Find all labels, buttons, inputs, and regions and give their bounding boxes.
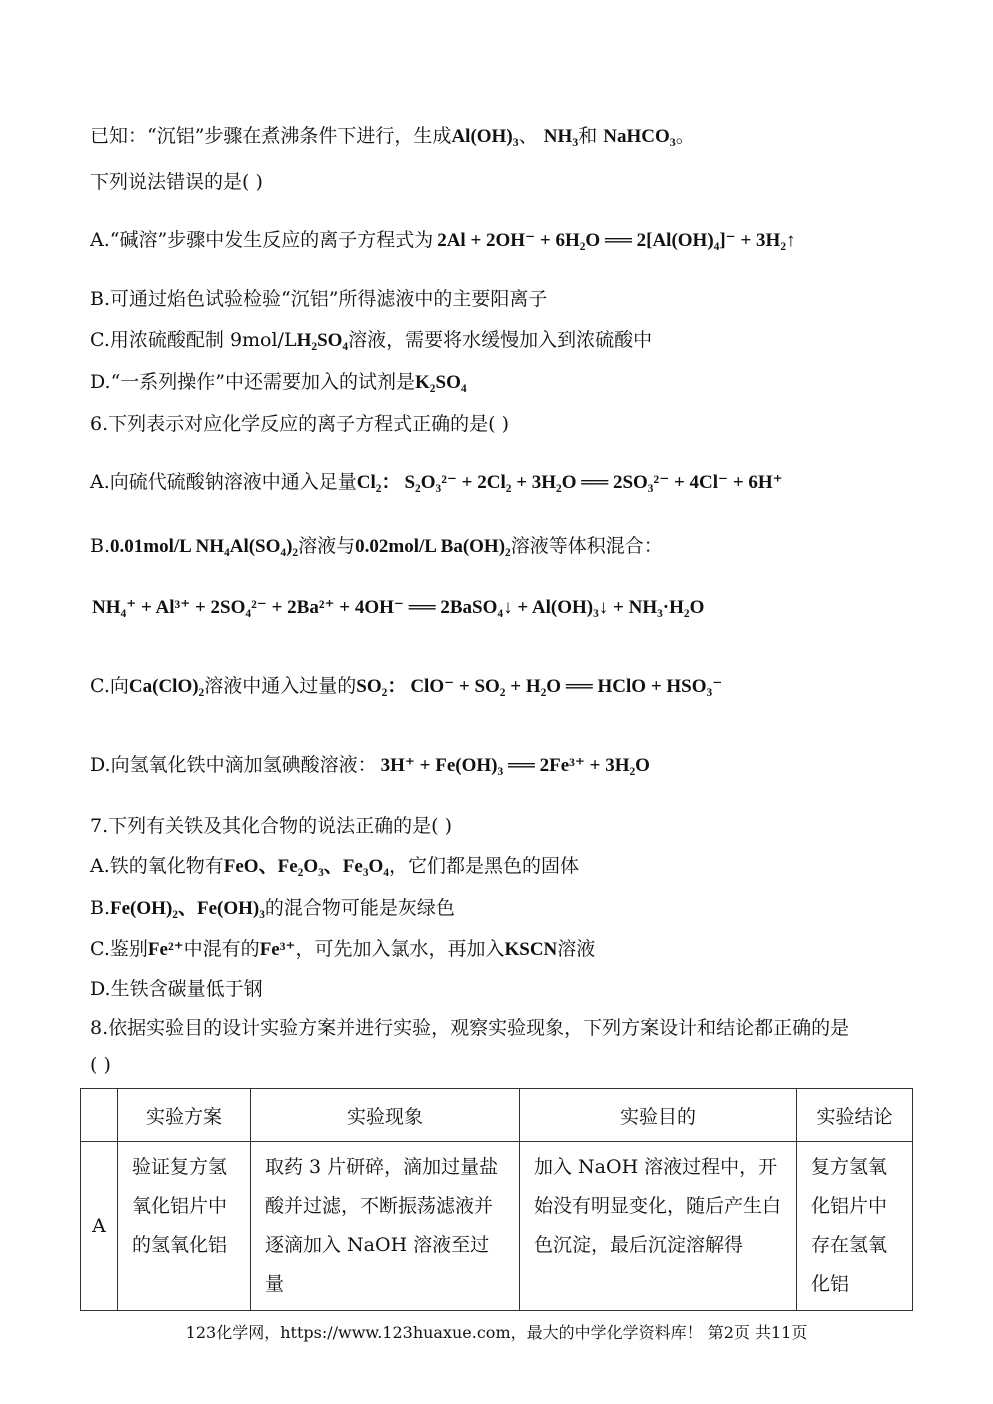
q6-option-b-equation bbox=[92, 593, 704, 622]
option-text: A.铁的氧化物有 bbox=[90, 855, 224, 877]
cell-purpose: 加入 NaOH 溶液过程中，开始没有明显变化，随后产生白色沉淀，最后沉淀溶解得 bbox=[520, 1142, 797, 1311]
option-text: 溶液中通入过量的 bbox=[204, 675, 357, 697]
option-text: 中混有的 bbox=[183, 938, 260, 960]
q8-paren: ( ) bbox=[90, 1054, 111, 1076]
q7-option-d: D.生铁含碳量低于钢 bbox=[90, 978, 263, 1000]
q8-stem: 8.依据实验目的设计实验方案并进行实验，观察实验现象，下列方案设计和结论都正确的是 bbox=[90, 1017, 850, 1039]
q7-option-b bbox=[90, 894, 455, 923]
option-text: C.鉴别 bbox=[90, 938, 148, 960]
q6-option-d bbox=[90, 751, 654, 780]
ionic-equation: 2Al + 2OH⁻ + 6H₂O ══ 2[Al(OH)₄]⁻ + 3H₂↑ bbox=[437, 230, 796, 251]
option-text: 溶液等体积混合： bbox=[510, 535, 663, 557]
given-line bbox=[90, 122, 695, 156]
q6-option-a bbox=[90, 468, 787, 497]
option-text: 溶液 bbox=[557, 938, 596, 960]
header-plan: 实验方案 bbox=[118, 1089, 251, 1142]
formula-iron-oxides: FeO、Fe₂O₃、Fe₃O₄ bbox=[223, 856, 390, 877]
conjunction: 和 bbox=[578, 125, 598, 147]
ionic-equation: 3H⁺ + Fe(OH)₃ ══ 2Fe³⁺ + 3H₂O bbox=[380, 755, 650, 776]
option-text: C.用浓硫酸配制 9mol/L bbox=[90, 329, 297, 351]
option-text: B. bbox=[90, 535, 111, 557]
q5-option-d bbox=[90, 368, 467, 397]
formula-nahco3: NaHCO$_3$ bbox=[603, 126, 676, 149]
q6-option-c bbox=[90, 672, 726, 701]
formula-fe2-ion: Fe²⁺ bbox=[147, 939, 184, 960]
cell-plan: 验证复方氢氧化铝片中的氢氧化铝 bbox=[118, 1142, 251, 1311]
ionic-equation: NH₄⁺ + Al³⁺ + 2SO₄²⁻ + 2Ba²⁺ + 4OH⁻ ══ 2BaSO₄↓ + Al(OH)₃↓ + NH₃·H₂O bbox=[92, 597, 705, 618]
cell-phenomenon: 取药 3 片研碎，滴加过量盐酸并过滤，不断振荡滤液并逐滴加入 NaOH 溶液至过量 bbox=[251, 1142, 520, 1311]
option-text: ，它们都是黑色的固体 bbox=[389, 855, 580, 877]
q5-option-c bbox=[90, 326, 652, 355]
q6-option-b bbox=[90, 532, 663, 561]
q7-stem: 7.下列有关铁及其化合物的说法正确的是( ) bbox=[90, 815, 452, 837]
formula-nh4al-so4-2: 0.01mol/L NH₄Al(SO₄)₂ bbox=[110, 536, 299, 557]
table-header-row bbox=[81, 1089, 913, 1142]
formula-fe3-ion: Fe³⁺ bbox=[259, 939, 296, 960]
table-row bbox=[81, 1142, 913, 1311]
formula-al-oh-3: $Al(OH)_3$ bbox=[451, 126, 519, 149]
given-text: 已知：“沉铝”步骤在煮沸条件下进行，生成 bbox=[90, 125, 452, 147]
experiment-table bbox=[80, 1088, 913, 1311]
formula-iron-hydroxides: Fe(OH)₂、Fe(OH)₃ bbox=[110, 898, 265, 919]
q7-option-a bbox=[90, 852, 579, 881]
q6-stem: 6.下列表示对应化学反应的离子方程式正确的是( ) bbox=[90, 413, 509, 435]
formula-ca-clo-2: Ca(ClO)₂ bbox=[128, 676, 205, 697]
page-footer: 123化学网，https://www.123huaxue.com，最大的中学化学资料库！ 第2页 共11页 bbox=[185, 1323, 808, 1342]
option-text: 的混合物可能是灰绿色 bbox=[264, 897, 455, 919]
header-phenomenon: 实验现象 bbox=[251, 1089, 520, 1142]
formula-k2so4: K₂SO₄ bbox=[415, 372, 467, 393]
q5-option-b: B.可通过焰色试验检验“沉铝”所得滤液中的主要阳离子 bbox=[90, 288, 548, 310]
header-conclusion: 实验结论 bbox=[797, 1089, 913, 1142]
option-text: 溶液与 bbox=[298, 535, 356, 557]
formula-h2so4: H₂SO₄ bbox=[296, 330, 349, 351]
option-text: D.向氢氧化铁中滴加氢碘酸溶液： bbox=[90, 754, 377, 776]
formula-ba-oh-2: 0.02mol/L Ba(OH)₂ bbox=[355, 536, 511, 557]
formula-cl2: Cl₂： bbox=[356, 472, 401, 493]
option-text: C.向 bbox=[90, 675, 129, 697]
header-purpose: 实验目的 bbox=[520, 1089, 797, 1142]
cell-conclusion: 复方氢氧化铝片中存在氢氧化铝 bbox=[797, 1142, 913, 1311]
ionic-equation: ClO⁻ + SO₂ + H₂O ══ HClO + HSO₃⁻ bbox=[410, 676, 723, 697]
option-text: A.“碱溶”步骤中发生反应的离子方程式为 bbox=[90, 229, 434, 251]
option-text: ，可先加入氯水，再加入 bbox=[295, 938, 505, 960]
q7-option-c bbox=[90, 935, 595, 964]
header-label bbox=[81, 1089, 118, 1142]
formula-nh3: $NH_3$ bbox=[543, 126, 579, 149]
period: 。 bbox=[675, 125, 695, 147]
formula-kscn: KSCN bbox=[504, 939, 558, 960]
q5-option-a bbox=[90, 226, 800, 255]
option-text: 溶液，需要将水缓慢加入到浓硫酸中 bbox=[348, 329, 653, 351]
option-text: B. bbox=[90, 897, 111, 919]
separator: 、 bbox=[518, 125, 538, 147]
option-text: A.向硫代硫酸钠溶液中通入足量 bbox=[90, 471, 357, 493]
ionic-equation: S₂O₃²⁻ + 2Cl₂ + 3H₂O ══ 2SO₃²⁻ + 4Cl⁻ + 6H⁺ bbox=[404, 472, 783, 493]
row-label: A bbox=[81, 1142, 118, 1311]
q5-stem: 下列说法错误的是( ) bbox=[90, 171, 263, 193]
option-text: D.“一系列操作”中还需要加入的试剂是 bbox=[90, 371, 416, 393]
formula-so2: SO₂： bbox=[356, 676, 407, 697]
